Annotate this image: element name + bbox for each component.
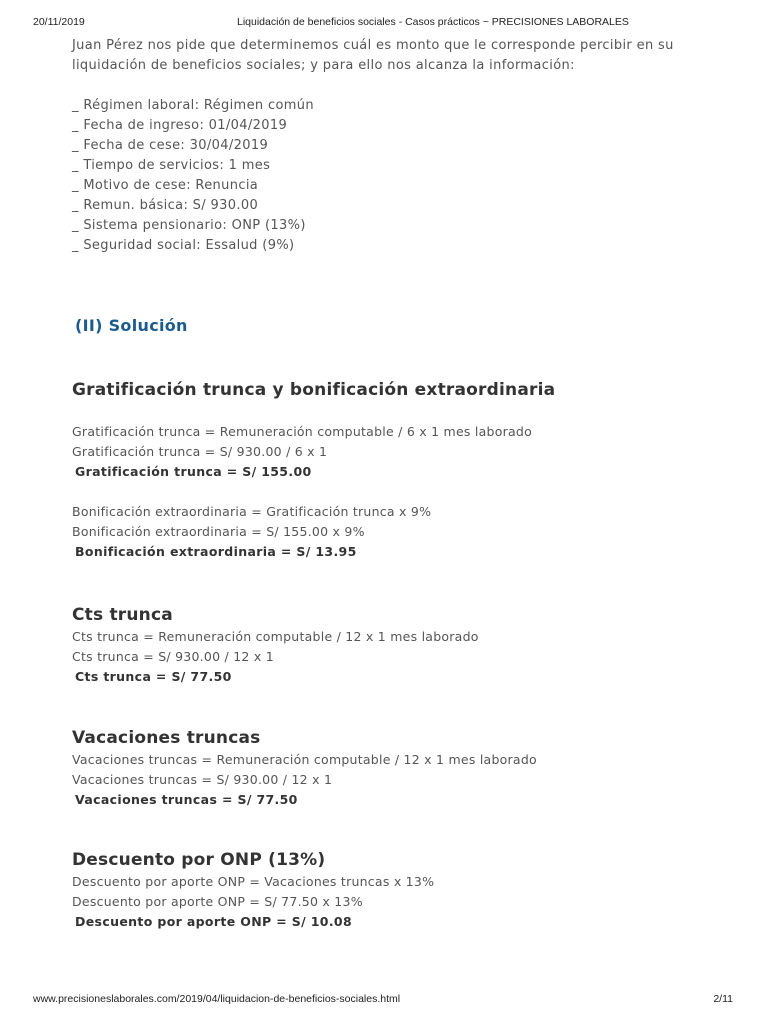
info-item-motivo-cese: _ Motivo de cese: Renuncia <box>72 178 259 193</box>
section-title: Descuento por ONP (13%) <box>72 850 326 870</box>
section-title: Vacaciones truncas <box>72 728 261 748</box>
info-item-tiempo-servicios: _ Tiempo de servicios: 1 mes <box>72 158 271 173</box>
print-header <box>33 16 733 30</box>
section-gratificacion <box>72 378 712 562</box>
formula-line: Gratificación trunca = Remuneración computable / 6 x 1 mes laborado <box>72 424 532 439</box>
result-line: Gratificación trunca = S/ 155.00 <box>75 464 312 479</box>
result-line: Bonificación extraordinaria = S/ 13.95 <box>75 544 357 559</box>
page-url: www.precisioneslaborales.com/2019/04/liquidacion-de-beneficios-sociales.html <box>33 993 401 1005</box>
section-title: Cts trunca <box>72 605 173 625</box>
formula-line: Vacaciones truncas = Remuneración computable / 12 x 1 mes laborado <box>72 752 537 767</box>
intro-line-2: liquidación de beneficios sociales; y para ello nos alcanza la información: <box>72 58 575 73</box>
formula-line: Bonificación extraordinaria = Gratificación trunca x 9% <box>72 504 432 519</box>
formula-line: Vacaciones truncas = S/ 930.00 / 12 x 1 <box>72 772 333 787</box>
section-cts <box>72 603 712 687</box>
info-item-seguridad-social: _ Seguridad social: Essalud (9%) <box>72 238 295 253</box>
info-item-regimen: _ Régimen laboral: Régimen común <box>72 98 314 113</box>
intro-block <box>72 36 712 256</box>
formula-line: Descuento por aporte ONP = Vacaciones truncas x 13% <box>72 874 435 889</box>
info-item-remuneracion: _ Remun. básica: S/ 930.00 <box>72 198 259 213</box>
document-title: Liquidación de beneficios sociales - Casos prácticos ~ PRECISIONES LABORALES <box>237 16 629 28</box>
section-onp <box>72 848 712 932</box>
intro-line-1: Juan Pérez nos pide que determinemos cuál es monto que le corresponde percibir en su <box>72 38 674 53</box>
info-item-fecha-cese: _ Fecha de cese: 30/04/2019 <box>72 138 269 153</box>
section-vacaciones <box>72 726 712 810</box>
print-footer <box>33 993 733 1007</box>
result-line: Descuento por aporte ONP = S/ 10.08 <box>75 914 353 929</box>
solution-heading: (II) Solución <box>75 316 188 335</box>
page-number: 2/11 <box>713 993 733 1005</box>
info-item-sistema-pensionario: _ Sistema pensionario: ONP (13%) <box>72 218 306 233</box>
formula-line: Descuento por aporte ONP = S/ 77.50 x 13% <box>72 894 363 909</box>
print-date: 20/11/2019 <box>33 16 85 28</box>
formula-line: Cts trunca = S/ 930.00 / 12 x 1 <box>72 649 274 664</box>
result-line: Vacaciones truncas = S/ 77.50 <box>75 792 298 807</box>
result-line: Cts trunca = S/ 77.50 <box>75 669 232 684</box>
info-item-fecha-ingreso: _ Fecha de ingreso: 01/04/2019 <box>72 118 288 133</box>
section-title: Gratificación trunca y bonificación extraordinaria <box>72 380 556 400</box>
formula-line: Gratificación trunca = S/ 930.00 / 6 x 1 <box>72 444 328 459</box>
formula-line: Cts trunca = Remuneración computable / 12 x 1 mes laborado <box>72 629 479 644</box>
formula-line: Bonificación extraordinaria = S/ 155.00 x 9% <box>72 524 365 539</box>
